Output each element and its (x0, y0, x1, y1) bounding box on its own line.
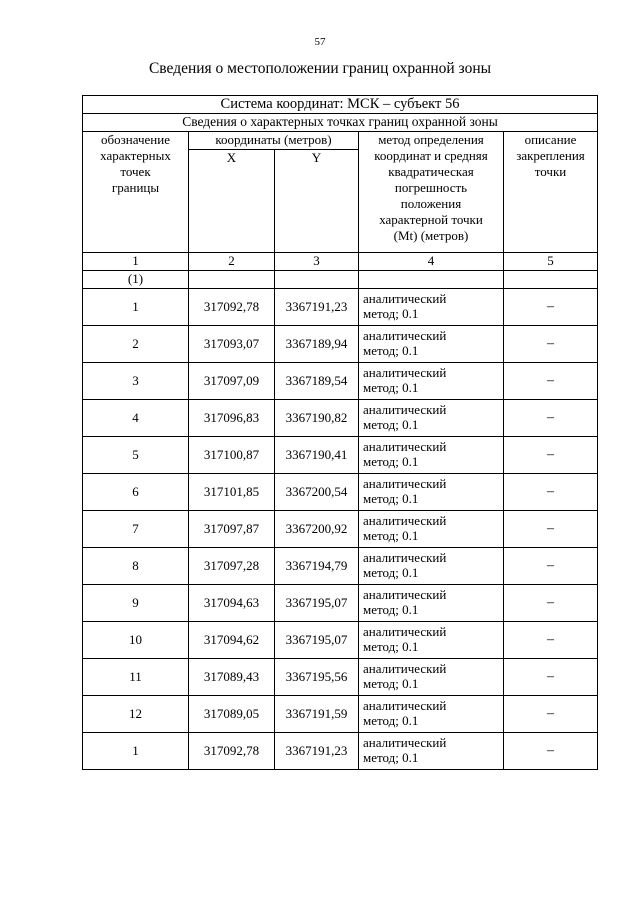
point-number-cell: 7 (83, 511, 189, 548)
table-row (83, 474, 598, 511)
table-row (83, 437, 598, 474)
method-line: метод; 0.1 (363, 602, 419, 617)
x-coordinate-cell: 317097,09 (189, 363, 275, 400)
column-number: 5 (504, 253, 598, 271)
table-row (83, 585, 598, 622)
column-number: 4 (359, 253, 504, 271)
header-y: Y (275, 150, 359, 253)
coordinate-system-label: Система координат: МСК – субъект 56 (83, 96, 598, 114)
y-coordinate-cell: 3367189,94 (275, 326, 359, 363)
table-row (83, 400, 598, 437)
column-number: 1 (83, 253, 189, 271)
method-line: аналитический (363, 587, 447, 602)
header-designation-line: точек (120, 164, 151, 179)
point-number-cell: 6 (83, 474, 189, 511)
method-cell (359, 548, 504, 585)
method-cell (359, 437, 504, 474)
x-coordinate-cell: 317094,63 (189, 585, 275, 622)
header-description-line: описание (524, 132, 577, 147)
header-method-line: характерной точки (379, 212, 483, 227)
x-coordinate-cell: 317097,28 (189, 548, 275, 585)
description-cell: – (504, 659, 598, 696)
header-description-line: точки (534, 164, 567, 179)
method-cell (359, 400, 504, 437)
y-coordinate-cell: 3367194,79 (275, 548, 359, 585)
point-number-cell: 1 (83, 733, 189, 770)
x-coordinate-cell: 317089,43 (189, 659, 275, 696)
header-designation (83, 132, 189, 253)
description-cell: – (504, 585, 598, 622)
point-number-cell: 3 (83, 363, 189, 400)
description-cell: – (504, 696, 598, 733)
method-line: метод; 0.1 (363, 306, 419, 321)
method-cell (359, 659, 504, 696)
point-number-cell: 2 (83, 326, 189, 363)
column-number: 2 (189, 253, 275, 271)
point-number-cell: 9 (83, 585, 189, 622)
description-cell: – (504, 474, 598, 511)
method-line: аналитический (363, 735, 447, 750)
header-designation-line: границы (111, 180, 160, 195)
header-method-line: погрешность (394, 180, 468, 195)
x-coordinate-cell: 317101,85 (189, 474, 275, 511)
table-row (83, 733, 598, 770)
description-cell: – (504, 511, 598, 548)
x-coordinate-cell: 317100,87 (189, 437, 275, 474)
contour-label: (1) (83, 271, 189, 289)
description-cell: – (504, 289, 598, 326)
y-coordinate-cell: 3367190,41 (275, 437, 359, 474)
method-line: метод; 0.1 (363, 491, 419, 506)
description-cell: – (504, 400, 598, 437)
description-cell: – (504, 733, 598, 770)
description-cell: – (504, 622, 598, 659)
contour-empty-cell (275, 271, 359, 289)
method-cell (359, 511, 504, 548)
description-cell: – (504, 548, 598, 585)
x-coordinate-cell: 317094,62 (189, 622, 275, 659)
method-line: метод; 0.1 (363, 343, 419, 358)
header-designation-line: обозначение (101, 132, 170, 147)
method-line: аналитический (363, 698, 447, 713)
method-line: аналитический (363, 661, 447, 676)
method-line: аналитический (363, 439, 447, 454)
x-coordinate-cell: 317093,07 (189, 326, 275, 363)
y-coordinate-cell: 3367195,56 (275, 659, 359, 696)
method-cell (359, 363, 504, 400)
y-coordinate-cell: 3367200,92 (275, 511, 359, 548)
y-coordinate-cell: 3367195,07 (275, 585, 359, 622)
y-coordinate-cell: 3367195,07 (275, 622, 359, 659)
page-number: 57 (314, 36, 326, 48)
method-line: метод; 0.1 (363, 713, 419, 728)
description-cell: – (504, 326, 598, 363)
x-coordinate-cell: 317096,83 (189, 400, 275, 437)
method-cell (359, 289, 504, 326)
method-line: аналитический (363, 513, 447, 528)
method-line: метод; 0.1 (363, 380, 419, 395)
header-coordinates: координаты (метров) (189, 132, 359, 150)
method-cell (359, 326, 504, 363)
point-number-cell: 4 (83, 400, 189, 437)
method-line: аналитический (363, 550, 447, 565)
table-row (83, 696, 598, 733)
method-cell (359, 696, 504, 733)
header-method-line: метод определения (378, 132, 484, 147)
point-number-cell: 11 (83, 659, 189, 696)
method-line: аналитический (363, 402, 447, 417)
table-row (83, 363, 598, 400)
contour-empty-cell (189, 271, 275, 289)
description-cell: – (504, 437, 598, 474)
table-row (83, 622, 598, 659)
method-cell (359, 622, 504, 659)
method-line: метод; 0.1 (363, 639, 419, 654)
method-line: метод; 0.1 (363, 676, 419, 691)
x-coordinate-cell: 317097,87 (189, 511, 275, 548)
page-title: Сведения о местоположении границ охранной зоны (148, 60, 492, 77)
method-line: аналитический (363, 624, 447, 639)
coordinates-table (82, 95, 598, 770)
header-description-line: закрепления (516, 148, 585, 163)
method-line: метод; 0.1 (363, 417, 419, 432)
x-coordinate-cell: 317092,78 (189, 289, 275, 326)
point-number-cell: 12 (83, 696, 189, 733)
contour-empty-cell (359, 271, 504, 289)
table-row (83, 326, 598, 363)
method-line: метод; 0.1 (363, 528, 419, 543)
table-row (83, 548, 598, 585)
header-designation-line: характерных (100, 148, 171, 163)
method-cell (359, 733, 504, 770)
point-number-cell: 8 (83, 548, 189, 585)
method-line: аналитический (363, 365, 447, 380)
header-method-line: (Mt) (метров) (393, 228, 469, 243)
y-coordinate-cell: 3367200,54 (275, 474, 359, 511)
method-line: метод; 0.1 (363, 565, 419, 580)
method-line: метод; 0.1 (363, 750, 419, 765)
header-method-line: положения (400, 196, 462, 211)
method-line: аналитический (363, 291, 447, 306)
method-line: аналитический (363, 328, 447, 343)
points-section-header: Сведения о характерных точках границ охранной зоны (83, 114, 598, 132)
table-row (83, 289, 598, 326)
header-method-line: координат и средняя (374, 148, 488, 163)
method-cell (359, 474, 504, 511)
table-row (83, 511, 598, 548)
method-line: аналитический (363, 476, 447, 491)
point-number-cell: 10 (83, 622, 189, 659)
contour-empty-cell (504, 271, 598, 289)
x-coordinate-cell: 317092,78 (189, 733, 275, 770)
y-coordinate-cell: 3367190,82 (275, 400, 359, 437)
point-number-cell: 1 (83, 289, 189, 326)
method-line: метод; 0.1 (363, 454, 419, 469)
column-number: 3 (275, 253, 359, 271)
description-cell: – (504, 363, 598, 400)
point-number-cell: 5 (83, 437, 189, 474)
header-method (359, 132, 504, 253)
y-coordinate-cell: 3367189,54 (275, 363, 359, 400)
y-coordinate-cell: 3367191,23 (275, 289, 359, 326)
table-row (83, 659, 598, 696)
y-coordinate-cell: 3367191,23 (275, 733, 359, 770)
header-x: X (189, 150, 275, 253)
method-cell (359, 585, 504, 622)
x-coordinate-cell: 317089,05 (189, 696, 275, 733)
y-coordinate-cell: 3367191,59 (275, 696, 359, 733)
header-description (504, 132, 598, 253)
header-method-line: квадратическая (388, 164, 474, 179)
